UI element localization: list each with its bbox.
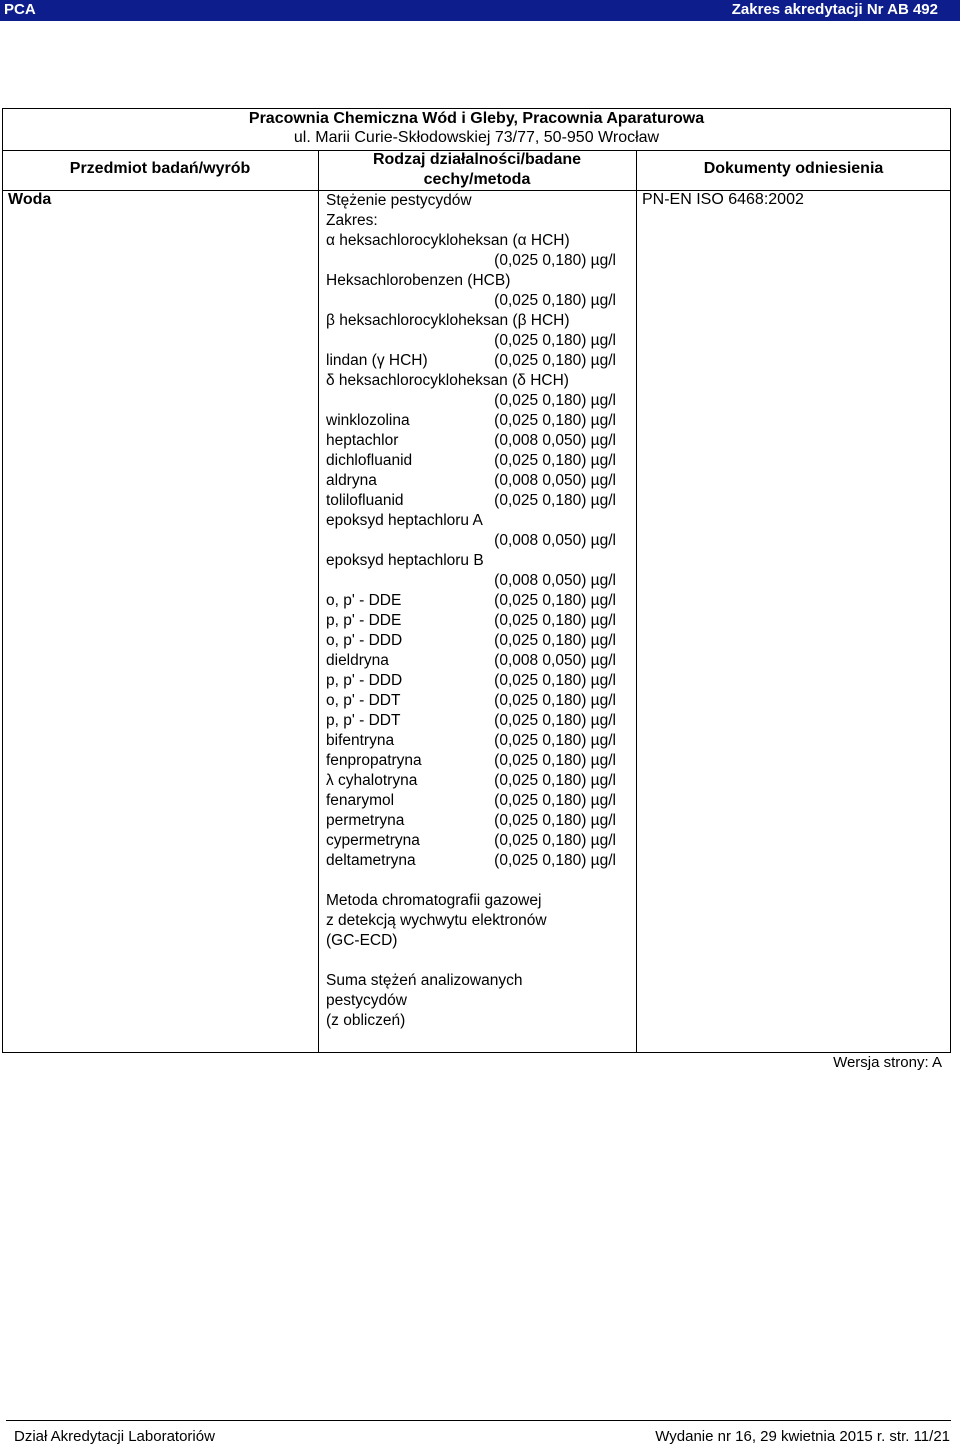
analyte-name: winklozolina: [326, 412, 410, 429]
analyte-name: fenpropatryna: [326, 752, 422, 769]
analyte-name: o, p' - DDD: [326, 632, 403, 649]
list-item: [326, 671, 626, 691]
list-item: [326, 571, 626, 591]
list-item: [326, 711, 626, 731]
sum-line: (z obliczeń): [326, 1012, 406, 1029]
analyte-name: cypermetryna: [326, 832, 420, 849]
analyte-range: (0,008 0,050) µg/l: [494, 432, 616, 449]
list-item: [326, 451, 626, 471]
lab-address: ul. Marii Curie-Skłodowskiej 73/77, 50-950 Wrocław: [293, 129, 660, 146]
list-item: [326, 311, 626, 331]
sum-line: Suma stężeń analizowanych: [326, 972, 523, 989]
list-item: [326, 431, 626, 451]
column-divider-1: [318, 150, 319, 1053]
analyte-range: (0,025 0,180) µg/l: [494, 492, 616, 509]
column-header-activity-line2: cechy/metoda: [423, 171, 531, 188]
analyte-name: lindan (γ HCH): [326, 352, 428, 369]
analyte-range: (0,008 0,050) µg/l: [494, 572, 616, 589]
analyte-range: (0,025 0,180) µg/l: [494, 672, 616, 689]
method-line: z detekcją wychwytu elektronów: [326, 912, 547, 929]
analyte-range: (0,025 0,180) µg/l: [494, 592, 616, 609]
analyte-name: δ heksachlorocykloheksan (δ HCH): [326, 372, 569, 389]
analyte-range: (0,025 0,180) µg/l: [494, 352, 616, 369]
analyte-name: epoksyd heptachloru A: [326, 512, 483, 529]
column-header-subject: Przedmiot badań/wyrób: [69, 160, 251, 177]
analyte-name: o, p' - DDT: [326, 692, 401, 709]
lab-name: Pracownia Chemiczna Wód i Gleby, Pracownia Aparaturowa: [248, 110, 705, 127]
list-item: [326, 231, 626, 251]
list-item: [326, 211, 626, 231]
analyte-range: (0,025 0,180) µg/l: [494, 772, 616, 789]
list-item: [326, 491, 626, 511]
analyte-name: o, p' - DDE: [326, 592, 402, 609]
list-item: [326, 771, 626, 791]
analyte-range: (0,008 0,050) µg/l: [494, 472, 616, 489]
list-item: [326, 731, 626, 751]
list-item: [326, 551, 626, 571]
analyte-name: deltametryna: [326, 852, 416, 869]
analyte-name: bifentryna: [326, 732, 395, 749]
list-item: [326, 251, 626, 271]
analyte-name: aldryna: [326, 472, 377, 489]
analyte-range: (0,008 0,050) µg/l: [494, 652, 616, 669]
list-item: [326, 531, 626, 551]
column-divider-2: [636, 150, 637, 1053]
analyte-range: (0,025 0,180) µg/l: [494, 612, 616, 629]
footer-divider: [6, 1420, 951, 1421]
analyte-range: (0,025 0,180) µg/l: [494, 252, 616, 269]
list-item: [326, 471, 626, 491]
subject-cell: Woda: [8, 191, 52, 208]
analyte-name: Heksachlorobenzen (HCB): [326, 272, 511, 289]
analyte-name: β heksachlorocykloheksan (β HCH): [326, 312, 570, 329]
method-line: Metoda chromatografii gazowej: [326, 892, 542, 909]
doc-reference: PN-EN ISO 6468:2002: [642, 191, 804, 208]
analyte-name: p, p' - DDD: [326, 672, 403, 689]
method-line: (GC-ECD): [326, 932, 398, 949]
analyte-name: Zakres:: [326, 212, 378, 229]
analyte-range: (0,025 0,180) µg/l: [494, 712, 616, 729]
list-item: [326, 191, 626, 211]
analyte-range: (0,008 0,050) µg/l: [494, 532, 616, 549]
list-item: [326, 371, 626, 391]
list-item: [326, 591, 626, 611]
column-header-docs: Dokumenty odniesienia: [703, 160, 884, 177]
page-version: Wersja strony: A: [833, 1054, 942, 1071]
header-right: Zakres akredytacji Nr AB 492: [731, 1, 938, 18]
column-header-activity-line1: Rodzaj działalności/badane: [372, 151, 582, 168]
analyte-name: p, p' - DDE: [326, 612, 402, 629]
list-item: [326, 811, 626, 831]
list-item: [326, 391, 626, 411]
analyte-name: epoksyd heptachloru B: [326, 552, 484, 569]
list-item: [326, 611, 626, 631]
list-item: [326, 791, 626, 811]
analyte-range: (0,025 0,180) µg/l: [494, 412, 616, 429]
list-item: [326, 291, 626, 311]
analyte-range: (0,025 0,180) µg/l: [494, 732, 616, 749]
analyte-range: (0,025 0,180) µg/l: [494, 852, 616, 869]
analyte-range: (0,025 0,180) µg/l: [494, 452, 616, 469]
analyte-name: heptachlor: [326, 432, 399, 449]
analyte-range: (0,025 0,180) µg/l: [494, 812, 616, 829]
footer-right: Wydanie nr 16, 29 kwietnia 2015 r. str. 11/21: [655, 1428, 950, 1445]
analyte-name: λ cyhalotryna: [326, 772, 418, 789]
list-item: [326, 271, 626, 291]
list-item: [326, 331, 626, 351]
list-item: [326, 851, 626, 871]
list-item: [326, 351, 626, 371]
analyte-range: (0,025 0,180) µg/l: [494, 832, 616, 849]
analyte-range: (0,025 0,180) µg/l: [494, 292, 616, 309]
list-item: [326, 511, 626, 531]
list-item: [326, 631, 626, 651]
analyte-range: (0,025 0,180) µg/l: [494, 692, 616, 709]
sum-description: [326, 971, 522, 1031]
analyte-name: permetryna: [326, 812, 405, 829]
analyte-name: dieldryna: [326, 652, 389, 669]
analyte-name: tolilofluanid: [326, 492, 404, 509]
list-item: [326, 691, 626, 711]
list-item: [326, 411, 626, 431]
header-left: PCA: [4, 1, 36, 18]
analyte-range: (0,025 0,180) µg/l: [494, 632, 616, 649]
analyte-name: α heksachlorocykloheksan (α HCH): [326, 232, 570, 249]
list-item: [326, 831, 626, 851]
activity-list: [326, 191, 626, 871]
analyte-range: (0,025 0,180) µg/l: [494, 752, 616, 769]
analyte-name: fenarymol: [326, 792, 395, 809]
analyte-name: p, p' - DDT: [326, 712, 401, 729]
analyte-name: Stężenie pestycydów: [326, 192, 472, 209]
analyte-name: dichlofluanid: [326, 452, 413, 469]
footer-left: Dział Akredytacji Laboratoriów: [14, 1428, 215, 1445]
list-item: [326, 751, 626, 771]
method-description: [326, 891, 547, 951]
analyte-range: (0,025 0,180) µg/l: [494, 792, 616, 809]
sum-line: pestycydów: [326, 992, 407, 1009]
list-item: [326, 651, 626, 671]
analyte-range: (0,025 0,180) µg/l: [494, 332, 616, 349]
column-header-activity: [318, 150, 636, 190]
analyte-range: (0,025 0,180) µg/l: [494, 392, 616, 409]
header-bar: [0, 0, 960, 21]
